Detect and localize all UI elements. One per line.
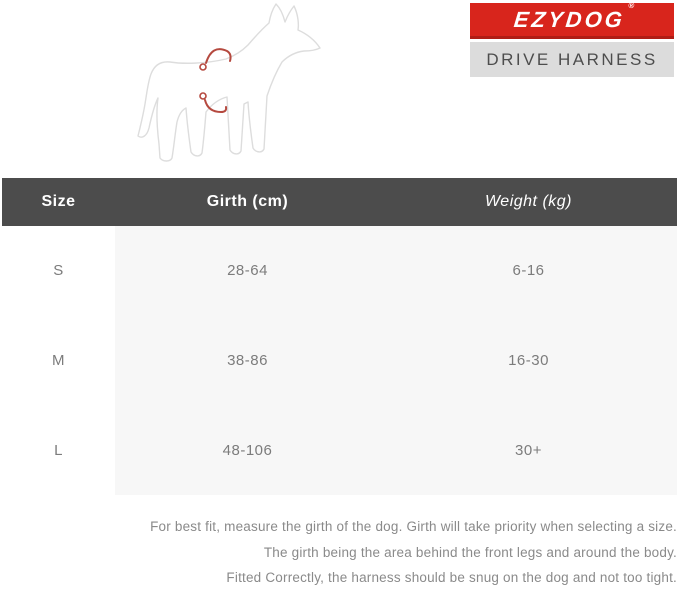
cell-weight: 30+	[515, 441, 542, 459]
fit-note-line: Fitted Correctly, the harness should be snug on the dog and not too tight.	[226, 570, 677, 585]
cell-size: L	[54, 441, 63, 459]
column-header-girth: Girth (cm)	[206, 193, 289, 210]
table-row-small	[2, 226, 677, 316]
cell-girth: 28-64	[227, 262, 268, 280]
size-table-header	[2, 178, 677, 226]
ezydog-logo	[470, 0, 674, 39]
size-table-body	[2, 226, 677, 495]
dog-illustration	[130, 0, 350, 175]
cell-weight: 6-16	[512, 262, 545, 280]
fit-notes	[150, 514, 677, 589]
fit-note-line: For best fit, measure the girth of the dog. Girth will take priority when selecting a size.	[150, 519, 677, 534]
brand-logo	[470, 0, 674, 77]
registered-trademark-symbol: ®	[627, 0, 635, 10]
fit-note-line: The girth being the area behind the front legs and around the body.	[263, 544, 677, 560]
table-row-large	[2, 405, 677, 495]
cell-girth: 48-106	[222, 441, 273, 459]
column-header-weight: Weight (kg)	[484, 193, 572, 210]
girth-marker-top	[200, 64, 206, 70]
cell-size: S	[53, 262, 64, 280]
ezydog-logo-text: EZYDOG®	[512, 0, 635, 32]
table-row-medium	[2, 316, 677, 406]
cell-girth: 38-86	[227, 352, 268, 369]
product-name: DRIVE HARNESS	[470, 42, 674, 77]
cell-weight: 16-30	[508, 352, 549, 369]
column-header-size: Size	[41, 193, 76, 210]
dog-outline	[138, 4, 320, 161]
girth-marker-bottom	[200, 93, 206, 99]
cell-size: M	[52, 352, 65, 369]
